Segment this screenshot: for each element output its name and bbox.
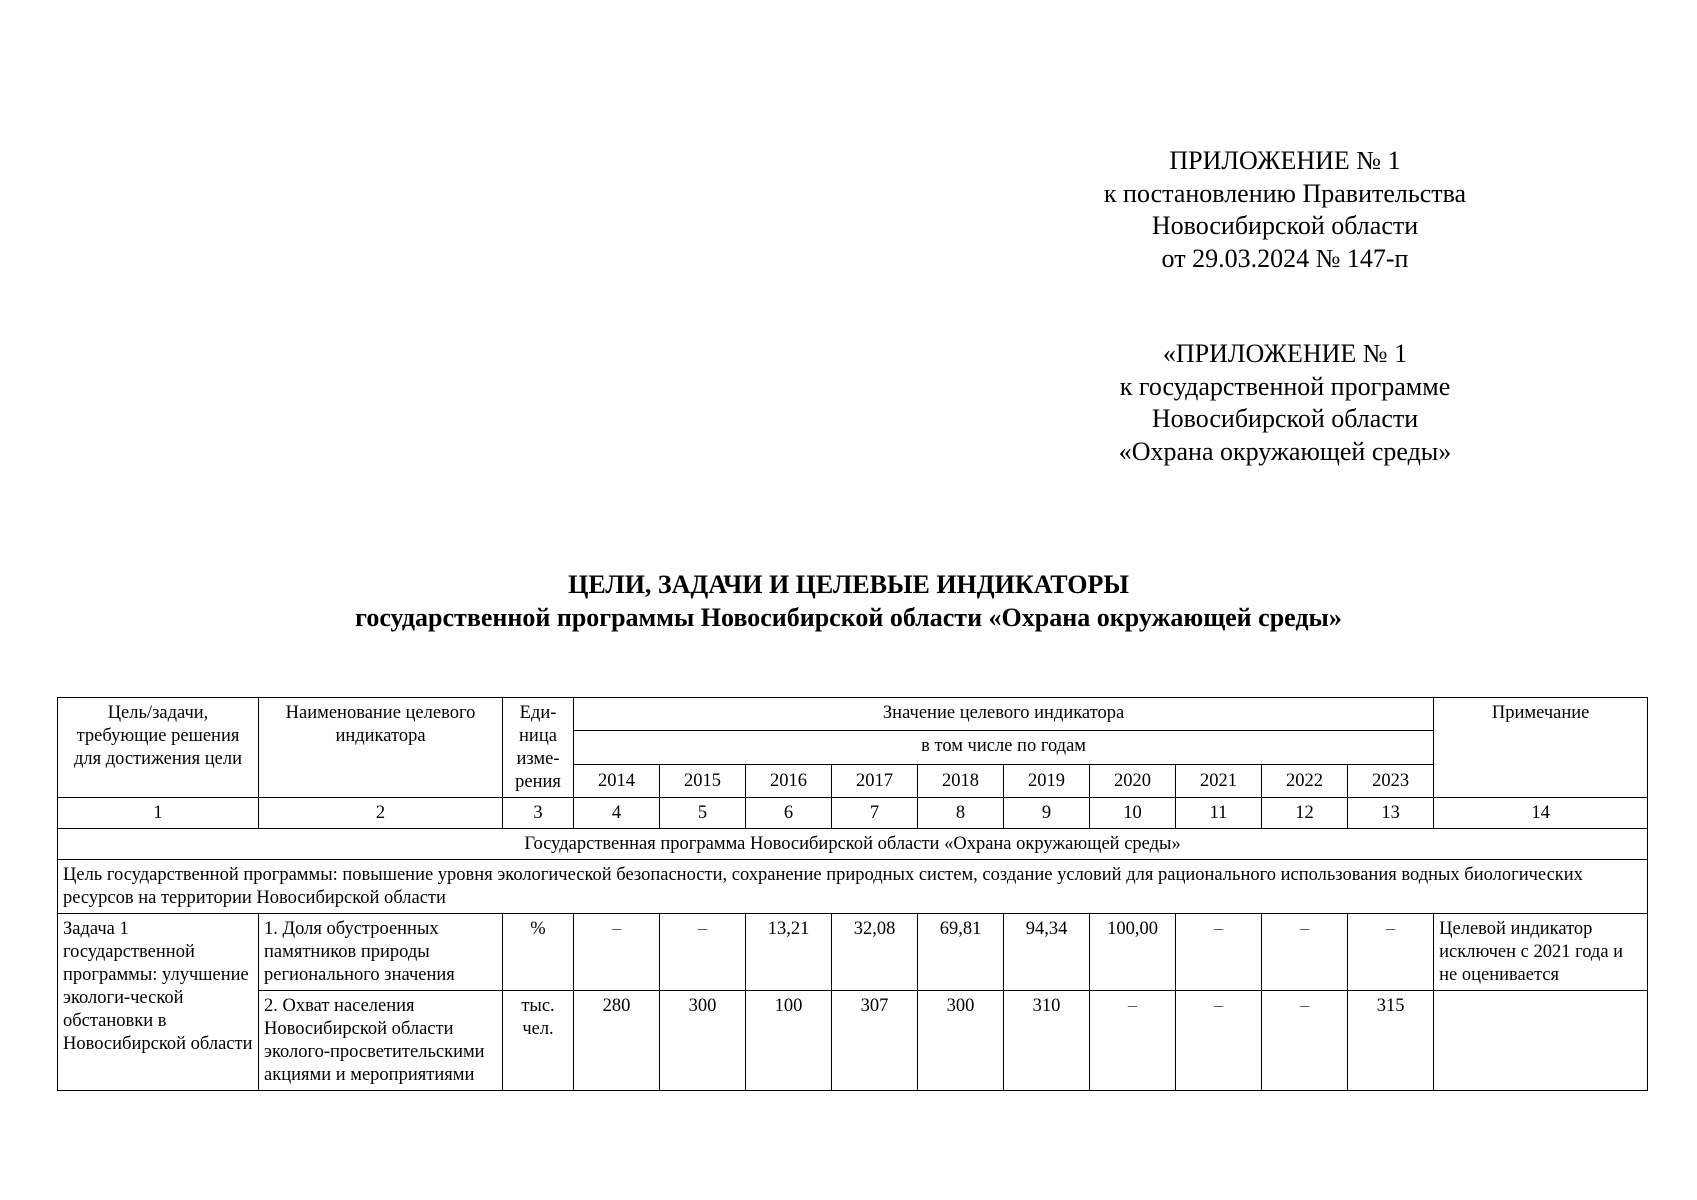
indicator-value: 280 <box>574 991 660 1091</box>
document-title <box>0 568 1697 634</box>
indicator-value: – <box>1262 914 1348 991</box>
column-number: 1 <box>58 798 259 829</box>
indicator-name: 2. Охват населения Новосибирской области эколого-просветительскими акциями и мероприятиями <box>259 991 503 1091</box>
appendix-program-line4: «Охрана окружающей среды» <box>1118 436 1452 466</box>
header-row-1 <box>58 698 1648 731</box>
header-year: 2014 <box>574 764 660 797</box>
header-note: Примечание <box>1434 698 1648 798</box>
header-year: 2016 <box>746 764 832 797</box>
appendix-main-block <box>1025 145 1545 275</box>
indicator-value: 32,08 <box>832 914 918 991</box>
indicator-row <box>58 991 1648 1091</box>
header-year: 2017 <box>832 764 918 797</box>
appendix-main-line3: Новосибирской области <box>1151 211 1419 240</box>
indicator-value: – <box>1176 991 1262 1091</box>
indicator-value: – <box>574 914 660 991</box>
column-number: 11 <box>1176 798 1262 829</box>
header-year: 2015 <box>660 764 746 797</box>
column-number: 3 <box>503 798 574 829</box>
header-year: 2022 <box>1262 764 1348 797</box>
appendix-program-line3: Новосибирской области <box>1151 404 1419 433</box>
appendix-main-line1: ПРИЛОЖЕНИЕ № 1 <box>1169 146 1401 175</box>
indicator-value: 315 <box>1348 991 1434 1091</box>
indicator-value: 69,81 <box>918 914 1004 991</box>
column-number: 6 <box>746 798 832 829</box>
header-year: 2018 <box>918 764 1004 797</box>
indicator-value: 307 <box>832 991 918 1091</box>
task-cell: Задача 1 государственной программы: улучшение экологи-ческой обстановки в Новосибирской области <box>58 914 259 1091</box>
header-value: Значение целевого индикатора <box>574 698 1434 731</box>
indicator-row <box>58 914 1648 991</box>
header-indicator: Наименование целевого индикатора <box>259 698 503 798</box>
indicator-value: 13,21 <box>746 914 832 991</box>
appendix-main-line4: от 29.03.2024 № 147-п <box>1161 243 1409 273</box>
appendix-program-block <box>1025 338 1545 468</box>
indicator-value: 300 <box>918 991 1004 1091</box>
indicator-value: 310 <box>1004 991 1090 1091</box>
indicator-note: Целевой индикатор исключен с 2021 года и не оценивается <box>1434 914 1648 991</box>
document-title-line2: государственной программы Новосибирской области «Охрана окружающей среды» <box>355 603 1342 632</box>
goal-row <box>58 860 1648 914</box>
program-name: Государственная программа Новосибирской области «Охрана окружающей среды» <box>58 829 1648 860</box>
indicator-value: 100 <box>746 991 832 1091</box>
header-year: 2021 <box>1176 764 1262 797</box>
indicator-value: 300 <box>660 991 746 1091</box>
program-goal: Цель государственной программы: повышение уровня экологической безопасности, сохранение природных систем, создание условий для рационального использования водных биологических ресурсов на территории Новосибирской области <box>58 860 1648 914</box>
column-number: 4 <box>574 798 660 829</box>
indicator-value: – <box>1090 991 1176 1091</box>
header-year: 2023 <box>1348 764 1434 797</box>
column-number: 5 <box>660 798 746 829</box>
document-title-line1: ЦЕЛИ, ЗАДАЧИ И ЦЕЛЕВЫЕ ИНДИКАТОРЫ <box>568 570 1129 599</box>
header-year: 2020 <box>1090 764 1176 797</box>
appendix-program-line2: к государственной программе <box>1119 371 1451 401</box>
indicator-name: 1. Доля обустроенных памятников природы регионального значения <box>259 914 503 991</box>
column-number: 8 <box>918 798 1004 829</box>
header-year: 2019 <box>1004 764 1090 797</box>
header-goal: Цель/задачи, требующие решения для достижения цели <box>58 698 259 798</box>
appendix-main-line2: к постановлению Правительства <box>1103 178 1467 208</box>
column-number: 10 <box>1090 798 1176 829</box>
program-row <box>58 829 1648 860</box>
indicator-value: – <box>660 914 746 991</box>
indicator-value: – <box>1262 991 1348 1091</box>
indicator-unit: тыс. чел. <box>503 991 574 1091</box>
column-number: 12 <box>1262 798 1348 829</box>
indicators-table <box>57 697 1648 1091</box>
indicator-unit: % <box>503 914 574 991</box>
column-number: 7 <box>832 798 918 829</box>
indicator-value: – <box>1348 914 1434 991</box>
header-by-years: в том числе по годам <box>574 731 1434 764</box>
appendix-program-line1: «ПРИЛОЖЕНИЕ № 1 <box>1162 339 1408 368</box>
column-numbers-row <box>58 798 1648 829</box>
column-number: 14 <box>1434 798 1648 829</box>
column-number: 9 <box>1004 798 1090 829</box>
column-number: 13 <box>1348 798 1434 829</box>
indicator-value: – <box>1176 914 1262 991</box>
indicator-value: 100,00 <box>1090 914 1176 991</box>
indicator-note <box>1434 991 1648 1091</box>
column-number: 2 <box>259 798 503 829</box>
indicator-value: 94,34 <box>1004 914 1090 991</box>
header-unit: Еди-ница изме-рения <box>503 698 574 798</box>
